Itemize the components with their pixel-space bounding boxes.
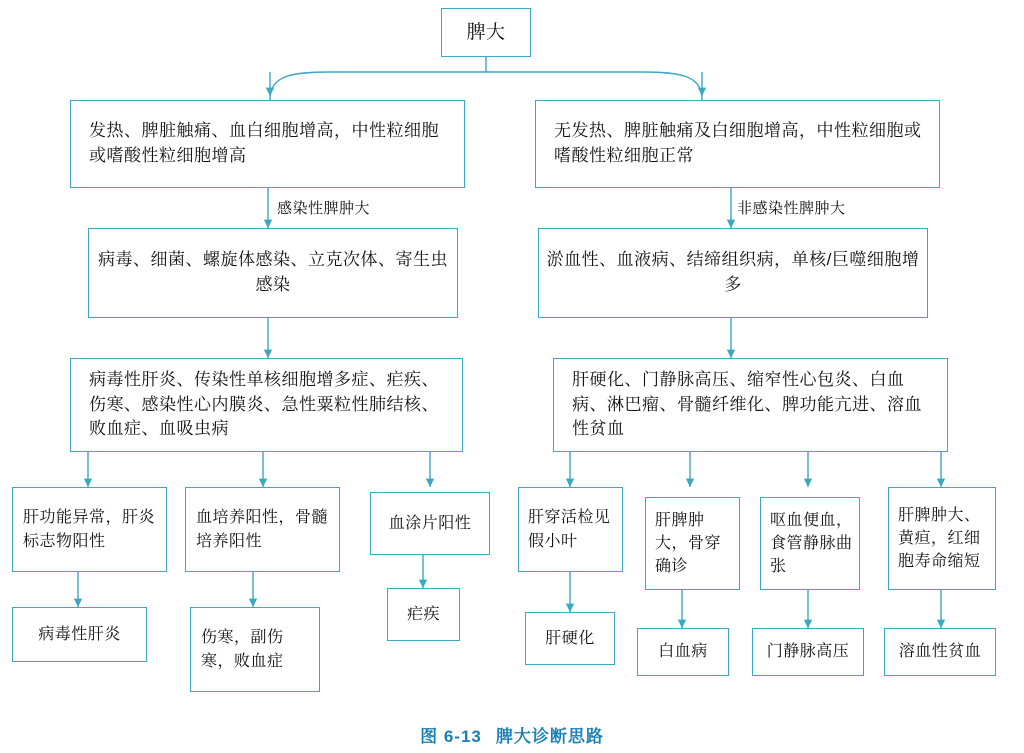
node-infectious-features[interactable]: [70, 100, 465, 188]
node-hepatosplenomegaly-marrow[interactable]: [645, 497, 740, 590]
node-jaundice-rbc-lifespan-label: 肝脾肿大、黄疸，红细胞寿命缩短: [898, 506, 981, 571]
node-leukemia-label: 白血病: [658, 643, 708, 661]
node-portal-hypertension[interactable]: [752, 628, 864, 676]
node-hematemesis-varices-label: 呕血便血，食管静脉曲张: [770, 511, 853, 576]
node-liver-biopsy-pseudolobule[interactable]: [518, 487, 623, 572]
figure-caption-number: 图 6-13: [420, 727, 482, 746]
node-viral-hepatitis[interactable]: [12, 607, 147, 662]
node-blood-smear-positive[interactable]: [370, 492, 490, 555]
node-infectious-causes-label: 病毒、细菌、螺旋体感染、立克次体、寄生虫感染: [98, 250, 448, 294]
node-noninfectious-diseases[interactable]: [553, 358, 948, 452]
node-hematemesis-varices[interactable]: [760, 497, 860, 590]
node-noninfectious-diseases-label: 肝硬化、门静脉高压、缩窄性心包炎、白血病、淋巴瘤、骨髓纤维化、脾功能亢进、溶血性贫血: [572, 370, 922, 439]
figure-caption: [0, 722, 1024, 747]
node-infectious-features-label: 发热、脾脏触痛、血白细胞增高，中性粒细胞或嗜酸性粒细胞增高: [89, 121, 439, 165]
node-noninfectious-causes[interactable]: [538, 228, 928, 318]
node-typhoid-septicemia[interactable]: [190, 607, 320, 692]
node-noninfectious-features-label: 无发热、脾脏触痛及白细胞增高，中性粒细胞或嗜酸性粒细胞正常: [554, 121, 922, 165]
edge-label-infectious: 感染性脾肿大: [277, 200, 371, 217]
node-infectious-causes[interactable]: [88, 228, 458, 318]
node-liver-biopsy-pseudolobule-label: 肝穿活检见假小叶: [528, 509, 611, 550]
node-viral-hepatitis-label: 病毒性肝炎: [38, 625, 121, 643]
node-blood-culture-positive-label: 血培养阳性，骨髓培养阳性: [196, 509, 329, 550]
node-infectious-diseases-label: 病毒性肝炎、传染性单核细胞增多症、疟疾、伤寒、感染性心内膜炎、急性粟粒性肺结核、败血症、血吸虫病: [89, 370, 439, 439]
node-jaundice-rbc-lifespan[interactable]: [888, 487, 996, 590]
node-cirrhosis-label: 肝硬化: [545, 629, 595, 647]
node-portal-hypertension-label: 门静脉高压: [766, 643, 850, 661]
node-hemolytic-anemia[interactable]: [884, 628, 996, 676]
node-blood-culture-positive[interactable]: [185, 487, 340, 572]
node-blood-smear-positive-label: 血涂片阳性: [388, 514, 472, 532]
node-infectious-diseases[interactable]: [70, 358, 463, 452]
node-malaria-label: 疟疾: [406, 605, 440, 623]
node-noninfectious-causes-label: 淤血性、血液病、结缔组织病，单核/巨噬细胞增多: [546, 250, 920, 294]
node-root-label: 脾大: [466, 21, 506, 43]
node-liver-function-abnormal[interactable]: [12, 487, 167, 572]
node-malaria[interactable]: [387, 588, 460, 641]
edge-label-noninfectious: 非感染性脾肿大: [737, 200, 846, 217]
node-hepatosplenomegaly-marrow-label: 肝脾肿大，骨穿确诊: [655, 511, 722, 576]
node-leukemia[interactable]: [637, 628, 729, 676]
node-liver-function-abnormal-label: 肝功能异常，肝炎标志物阳性: [23, 509, 156, 550]
figure-caption-title: 脾大诊断思路: [495, 727, 604, 746]
node-noninfectious-features[interactable]: [535, 100, 940, 188]
node-typhoid-septicemia-label: 伤寒，副伤寒，败血症: [201, 629, 284, 670]
node-hemolytic-anemia-label: 溶血性贫血: [898, 643, 982, 661]
node-root[interactable]: [441, 8, 531, 57]
node-cirrhosis[interactable]: [525, 612, 615, 665]
